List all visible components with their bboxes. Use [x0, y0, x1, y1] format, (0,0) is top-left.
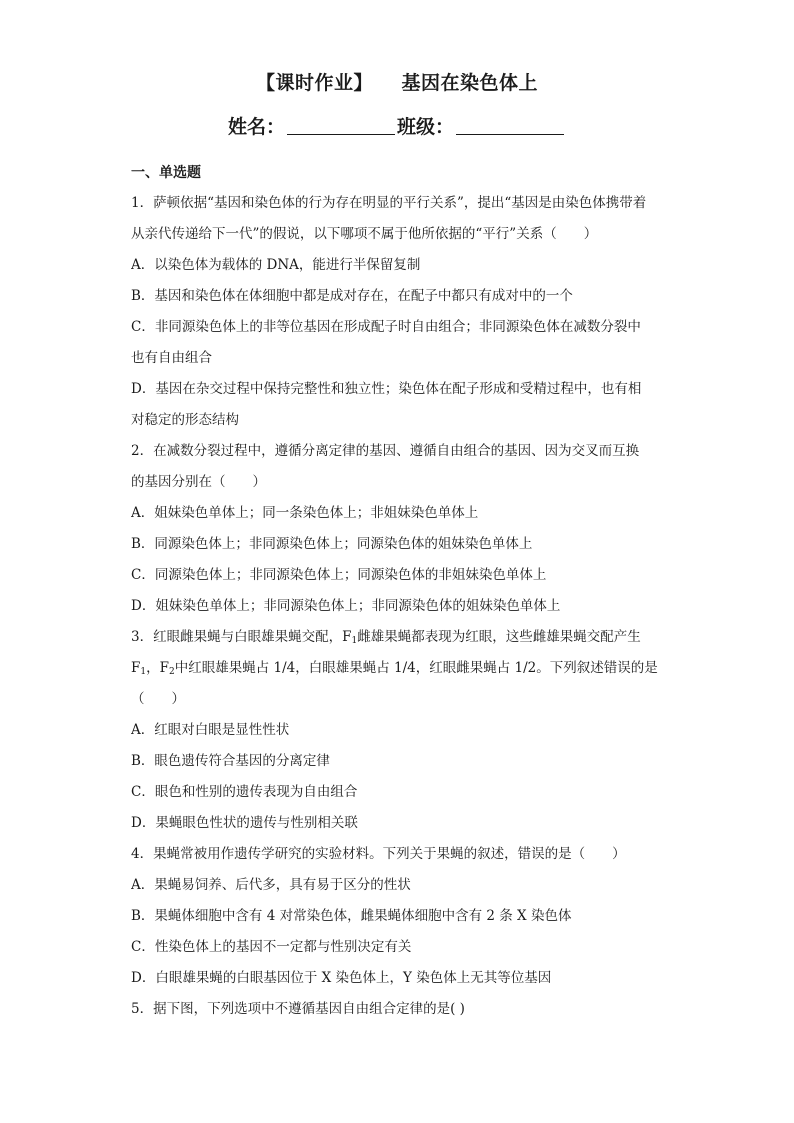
q3-stem-line3: （ ）	[131, 691, 185, 707]
q1-option-b: B．基因和染色体在体细胞中都是成对存在，在配子中都只有成对中的一个	[131, 288, 573, 304]
class-blank	[456, 116, 564, 135]
q3-subscript-3: 2	[168, 667, 175, 677]
section-heading: 一、单选题	[131, 165, 201, 181]
q2-option-d: D．姐妹染色单体上；非同源染色体上；非同源染色体的姐妹染色单体上	[131, 598, 561, 614]
q3-stem-line1-b: 雌雄果蝇都表现为红眼，这些雌雄果蝇交配产生	[357, 629, 641, 645]
q1-option-d-line1: D．基因在杂交过程中保持完整性和独立性；染色体在配子形成和受精过程中，也有相	[131, 381, 642, 397]
q3-option-c: C．眼色和性别的遗传表现为自由组合	[131, 784, 358, 800]
q2-stem-line1: 2．在减数分裂过程中，遵循分离定律的基因、遵循自由组合的基因、因为交叉而互换	[131, 443, 640, 459]
q3-stem-line1-a: 3．红眼雌果蝇与白眼雄果蝇交配，F	[131, 629, 352, 645]
q3-stem-line2	[131, 653, 663, 684]
page-title: 【课时作业】 基因在染色体上	[256, 72, 538, 94]
q4-option-d: D．白眼雄果蝇的白眼基因位于 X 染色体上，Y 染色体上无其等位基因	[131, 970, 552, 986]
q3-stem-line2-b: ，F	[146, 660, 169, 676]
q2-option-c: C．同源染色体上；非同源染色体上；同源染色体的非姐妹染色单体上	[131, 567, 547, 583]
q3-option-a: A．红眼对白眼是显性性状	[131, 722, 290, 738]
q4-stem: 4．果蝇常被用作遗传学研究的实验材料。下列关于果蝇的叙述，错误的是（ ）	[131, 846, 626, 862]
q1-option-c-line2: 也有自由组合	[131, 350, 212, 366]
q3-option-d: D．果蝇眼色性状的遗传与性别相关联	[131, 815, 358, 831]
q2-option-b: B．同源染色体上；非同源染色体上；同源染色体的姐妹染色单体上	[131, 536, 533, 552]
name-blank	[287, 116, 395, 135]
q1-option-a: A．以染色体为载体的 DNA，能进行半保留复制	[131, 257, 421, 273]
q5-stem: 5．据下图，下列选项中不遵循基因自由组合定律的是( )	[131, 1001, 465, 1017]
q3-subscript-2: 1	[140, 667, 147, 677]
q1-option-c-line1: C．非同源染色体上的非等位基因在形成配子时自由组合；非同源染色体在减数分裂中	[131, 319, 641, 335]
q3-option-b: B．眼色遗传符合基因的分离定律	[131, 753, 330, 769]
class-label: 班级：	[397, 116, 455, 138]
q1-stem-line2: 从亲代传递给下一代”的假说，以下哪项不属于他所依据的“平行”关系（ ）	[131, 226, 598, 242]
q1-option-d-line2: 对稳定的形态结构	[131, 412, 239, 428]
q4-option-a: A．果蝇易饲养、后代多，具有易于区分的性状	[131, 877, 411, 893]
questions	[131, 188, 663, 1025]
name-label: 姓名：	[227, 116, 285, 138]
q3-stem-line2-a: F	[131, 660, 141, 676]
q4-option-c: C．性染色体上的基因不一定都与性别决定有关	[131, 939, 412, 955]
q4-option-b: B．果蝇体细胞中含有 4 对常染色体，雌果蝇体细胞中含有 2 条 X 染色体	[131, 908, 572, 924]
q1-stem-line1: 1．萨顿依据“基因和染色体的行为存在明显的平行关系”，提出“基因是由染色体携带着	[131, 195, 647, 211]
student-info-line	[0, 112, 794, 139]
q3-subscript-1: 1	[351, 636, 358, 646]
q3-stem-line2-c: 中红眼雄果蝇占 1/4，白眼雄果蝇占 1/4，红眼雌果蝇占 1/2。下列叙述错误的是	[174, 660, 658, 676]
q2-stem-line2: 的基因分别在（ ）	[131, 474, 266, 490]
q2-option-a: A．姐妹染色单体上；同一条染色体上；非姐妹染色单体上	[131, 505, 479, 521]
q3-stem-line1	[131, 622, 663, 653]
